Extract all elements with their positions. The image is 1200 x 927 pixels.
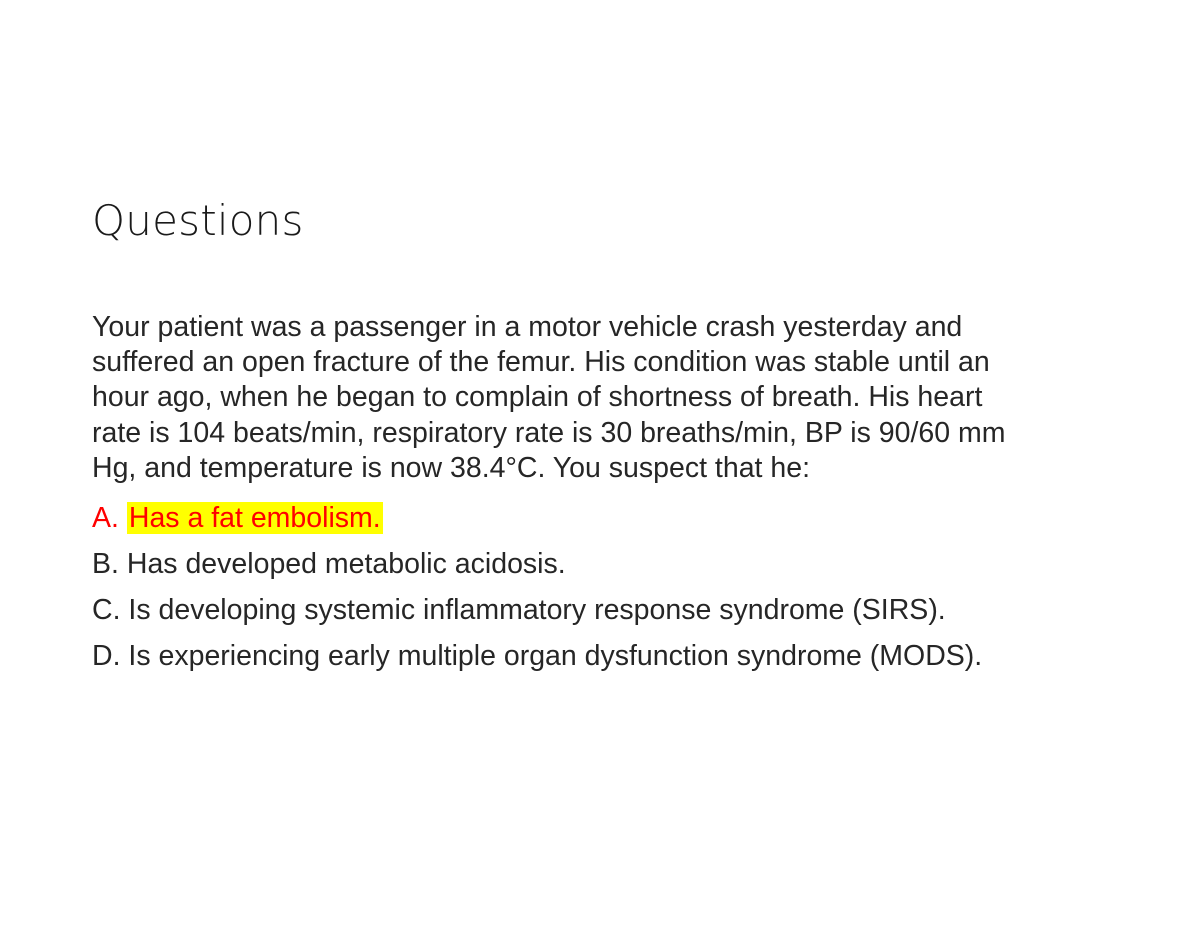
- answer-options: [92, 500, 1152, 674]
- option-b: [92, 546, 1152, 582]
- option-letter: A.: [92, 502, 119, 535]
- option-a: [92, 500, 1152, 536]
- option-letter: B.: [92, 548, 119, 581]
- question-body: [92, 310, 1152, 684]
- slide-title: Questions: [92, 196, 304, 245]
- question-line: suffered an open fracture of the femur. His condition was stable until an: [92, 346, 990, 379]
- option-text: Is experiencing early multiple organ dysfunction syndrome (MODS).: [128, 640, 983, 673]
- question-stem: [92, 310, 1152, 486]
- option-d: [92, 638, 1152, 674]
- option-text: Is developing systemic inflammatory response syndrome (SIRS).: [128, 594, 946, 627]
- question-line: hour ago, when he began to complain of shortness of breath. His heart: [92, 381, 983, 414]
- option-letter: C.: [92, 594, 121, 627]
- option-c: [92, 592, 1152, 628]
- option-letter: D.: [92, 640, 121, 673]
- question-line: Hg, and temperature is now 38.4°C. You suspect that he:: [92, 451, 811, 484]
- option-text: Has developed metabolic acidosis.: [126, 548, 566, 581]
- correct-answer-highlight: Has a fat embolism.: [128, 502, 381, 535]
- question-line: rate is 104 beats/min, respiratory rate is 30 breaths/min, BP is 90/60 mm: [92, 416, 1006, 449]
- question-line: Your patient was a passenger in a motor vehicle crash yesterday and: [92, 311, 963, 343]
